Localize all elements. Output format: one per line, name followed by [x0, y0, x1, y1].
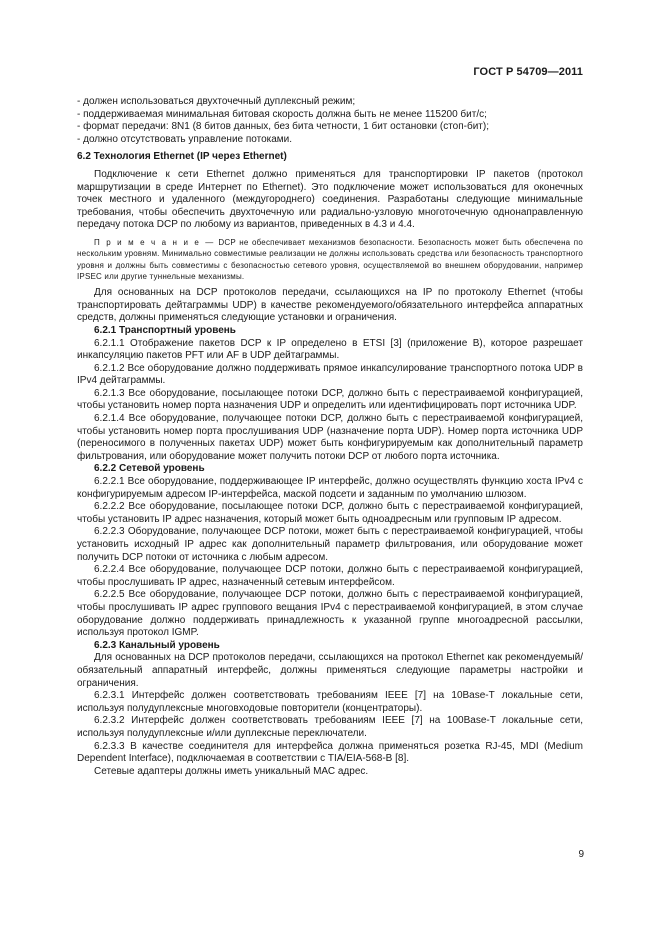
list-item: - поддерживаемая минимальная битовая скорость должна быть не менее 115200 бит/с;: [77, 108, 487, 120]
paragraph: Сетевые адаптеры должны иметь уникальный МАС адрес.: [94, 765, 369, 777]
section-heading-6-2-1: 6.2.1 Транспортный уровень: [94, 324, 236, 336]
paragraph: Для основанных на DCP протоколов передачи, ссылающихся на протокол Ethernet как рекомендуемый/обязательный аппаратный интерфейс, должны применяться следующие параметры настройки и ограничения.: [77, 652, 583, 689]
note-label: П р и м е ч а н и е —: [94, 237, 215, 247]
paragraph: Подключение к сети Ethernet должно применяться для транспортировки IP пакетов (протокол маршрутизации в среде Интернет по Ethernet). Это подключение может использоваться для оконечных точек местного и удаленного (междугороднего) соединения. Разработаны следующие минимальные требования, чтобы обеспечить двухточечную или радиально-узловую многоточечную однонаправленную передачу потока DCP по любому из вариантов, приведенных в 4.3 и 4.4.: [77, 168, 583, 231]
section-heading-6-2: 6.2 Технология Ethernet (IP через Ethernet): [77, 151, 287, 163]
page-number: 9: [578, 849, 584, 860]
note-text: DCP не обеспечивает механизмов безопасности. Безопасность может быть обеспечена по нескольким уровням. Минимально совместимые реализации не должны использовать средства или безопасность транспортного уровня и должны быть совместимы с безопасностью сетевого уровня, осуществляемой во внешнем оборудовании, например IPSEC или другие туннельные механизмы.: [77, 237, 583, 281]
section-heading-6-2-2: 6.2.2 Сетевой уровень: [94, 463, 205, 475]
list-item: - формат передачи: 8N1 (8 битов данных, без бита четности, 1 бит остановки (стоп-бит);: [77, 121, 489, 133]
paragraph: 6.2.1.3 Все оборудование, посылающее потоки DCP, должно быть с перестраиваемой конфигурацией, чтобы установить номер порта назначения UDP и определить или идентифицировать порт источника UDP.: [77, 387, 583, 412]
paragraph: 6.2.1.1 Отображение пакетов DCP к IP определено в ETSI [3] (приложение B), которое разрешает инкапсуляцию пакетов PFT или AF в UDP дейтаграммы.: [77, 337, 583, 362]
paragraph: Для основанных на DCP протоколов передачи, ссылающихся на IP по протоколу Ethernet (чтобы транспортировать дейтаграммы UDP) в качестве рекомендуемого/обязательного интерфейса аппаратных средств, должны применяться следующие установки и ограничения.: [77, 287, 583, 324]
paragraph: 6.2.1.4 Все оборудование, получающее потоки DCP, должно быть с перестраиваемой конфигурацией, чтобы установить номер порта прослушивания UDP (назначение порта UDP). Номер порта источника UDP (переносимого в полученных пакетах UDP) может быть конфигурируемым как дополнительный параметр фильтрования, или оборудование может получить потоки DCP от любого порта источника.: [77, 413, 583, 462]
paragraph: 6.2.3.1 Интерфейс должен соответствовать требованиям IEEE [7] на 10Base-T локальные сети, используя полудуплексные многовходовые повторители (концентраторы).: [77, 690, 583, 714]
paragraph: 6.2.1.2 Все оборудование должно поддерживать прямое инкапсулирование транспортного потока UDP в IPv4 дейтаграммы.: [77, 362, 583, 387]
paragraph: 6.2.2.1 Все оборудование, поддерживающее IP интерфейс, должно осуществлять функцию хоста IPv4 с конфигурируемым адресом IP-интерфейса, маской подсети и заданным по умолчанию шлюзом.: [77, 476, 583, 500]
paragraph: 6.2.3.3 В качестве соединителя для интерфейса должна применяться розетка RJ-45, MDI (Medium Dependent Interface), подключаемая в соответствии с TIA/EIA-568-B [8].: [77, 740, 583, 765]
section-heading-6-2-3: 6.2.3 Канальный уровень: [94, 639, 220, 651]
list-item: - должно отсутствовать управление потоками.: [77, 133, 293, 145]
paragraph: 6.2.2.5 Все оборудование, получающее DCP потоки, должно быть с перестраиваемой конфигурацией, чтобы прослушивать IP адрес группового вещания IPv4 с перестраиваемой конфигурацией, в этом случае оборудование должно поддерживать принадлежность к указанной группе многоадресной рассылки, используя протокол IGMP.: [77, 589, 583, 639]
paragraph: 6.2.2.2 Все оборудование, посылающее потоки DCP, должно быть с перестраиваемой конфигурацией, чтобы установить IP адрес назначения, который может быть одноадресным или групповым IP адресом.: [77, 501, 583, 525]
paragraph: 6.2.2.3 Оборудование, получающее DCP потоки, может быть с перестраиваемой конфигурацией, чтобы установить исходный IP адрес как дополнительный параметр фильтрования, или оборудование может получить DCP потоки от источника с любым адресом.: [77, 526, 583, 563]
document-body: [77, 96, 583, 778]
note: [77, 237, 583, 282]
paragraph: 6.2.2.4 Все оборудование, получающее DCP потоки, должно быть с перестраиваемой конфигурацией, чтобы прослушивать IP адрес, назначенный сетевым интерфейсом.: [77, 564, 583, 588]
standard-header: ГОСТ Р 54709—2011: [473, 66, 583, 78]
list-item: - должен использоваться двухточечный дуплексный режим;: [77, 96, 356, 107]
paragraph: 6.2.3.2 Интерфейс должен соответствовать требованиям IEEE [7] на 100Base-T локальные сети, используя полудуплексные и/или дуплексные переключатели.: [77, 715, 583, 739]
